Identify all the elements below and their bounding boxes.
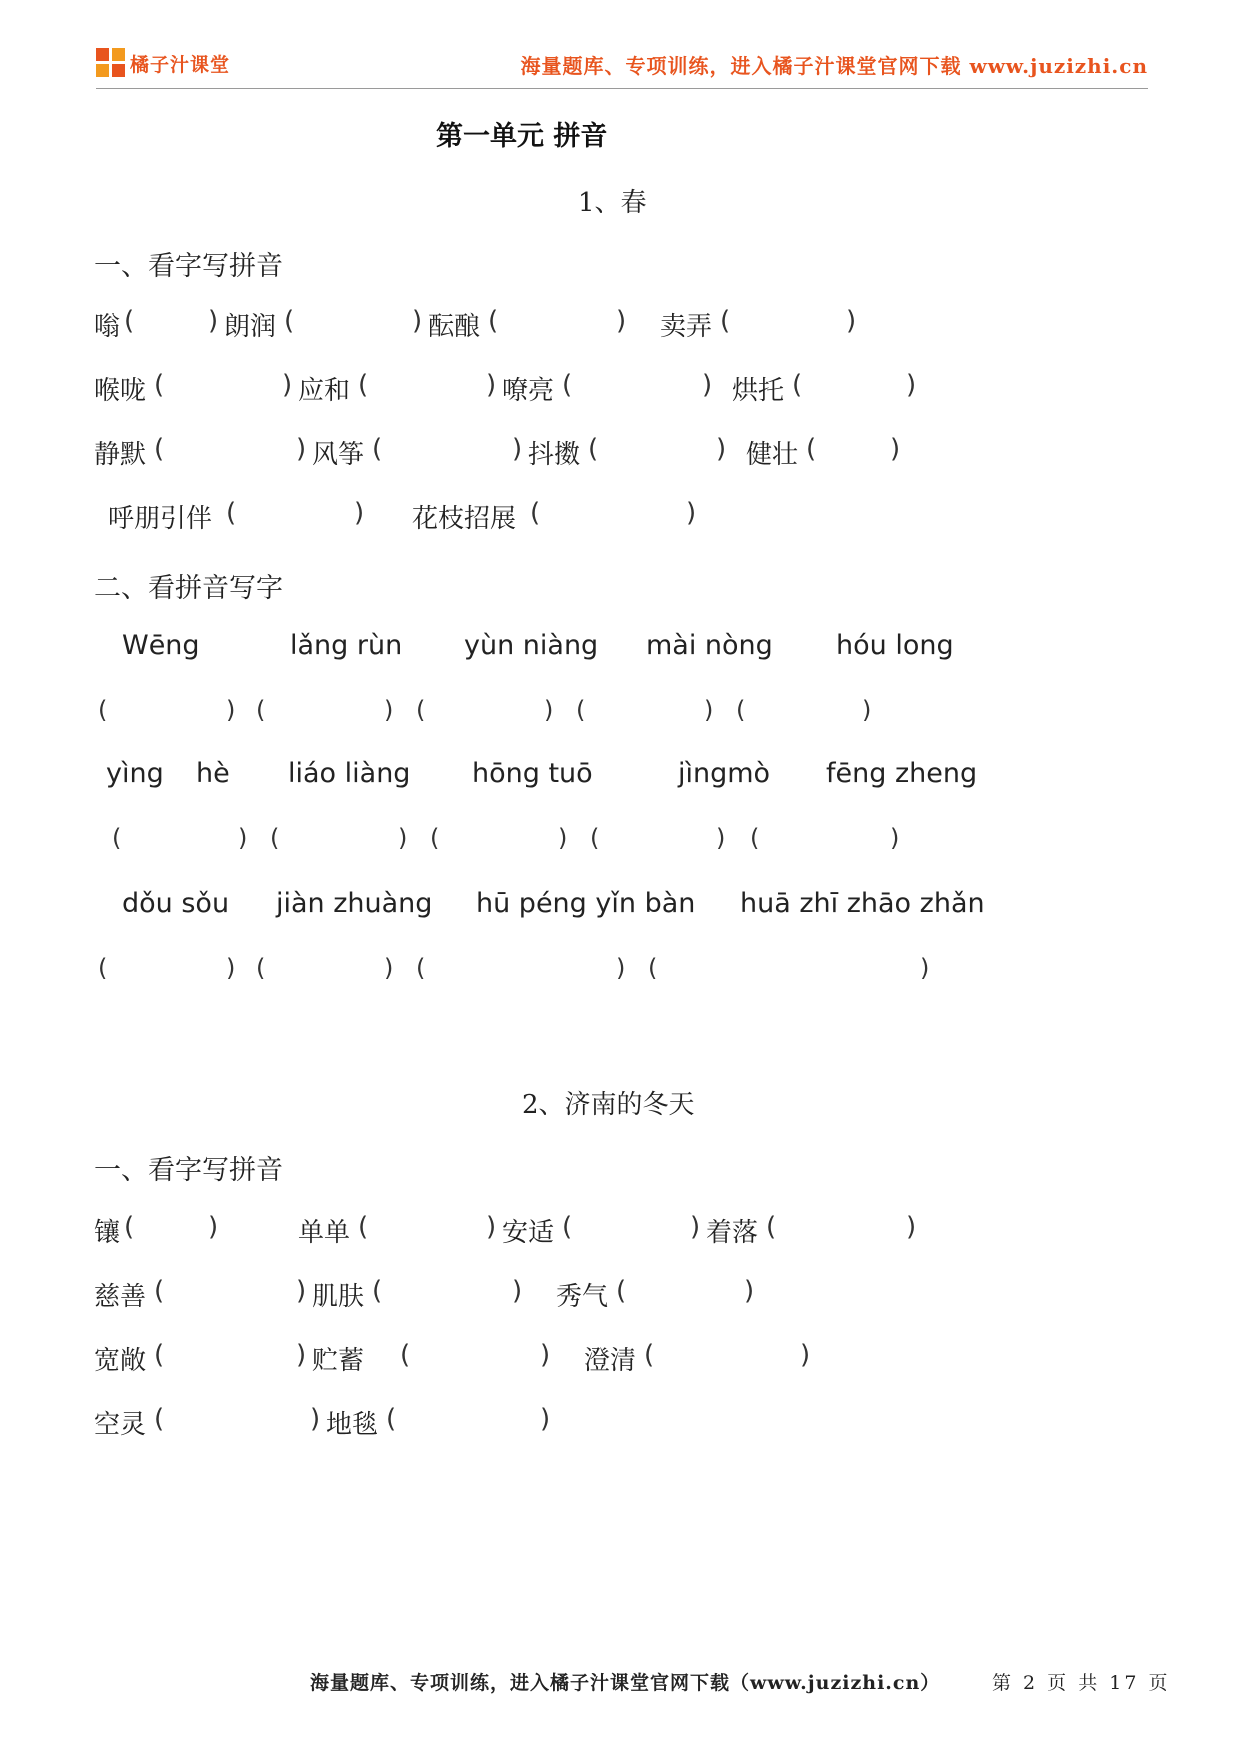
word-row: 慈善 ( ) 肌肤 ( ) 秀气 ( ): [94, 1276, 755, 1312]
pinyin-item: liáo liàng: [288, 758, 411, 789]
word-item: 宽敞: [94, 1346, 147, 1376]
word-item: 地毯: [326, 1410, 379, 1440]
pinyin-item: hóu long: [836, 630, 954, 661]
logo-text: 橘子汁课堂: [130, 53, 231, 76]
pinyin-item: lǎng rùn: [290, 630, 403, 661]
pinyin-item: hè: [196, 758, 230, 789]
word-item: 单单: [298, 1218, 351, 1248]
section-heading-kanzi-1: 一、看字写拼音: [94, 251, 283, 282]
header-slogan: 海量题库、专项训练，进入橘子汁课堂官网下载 www.juzizhi.cn: [520, 54, 1148, 78]
word-item: 酝酿: [428, 312, 481, 342]
pinyin-row: [0, 888, 1240, 928]
word-item: 嘹亮: [502, 376, 555, 406]
word-item: 嗡: [94, 312, 121, 342]
page-header: [96, 40, 1148, 89]
section-heading-kanpinyin: 二、看拼音写字: [94, 573, 283, 604]
word-item: 肌肤: [312, 1282, 365, 1312]
pinyin-item: fēng zheng: [826, 758, 978, 789]
word-item: 镶: [94, 1218, 121, 1248]
word-item: 抖擞: [528, 440, 581, 470]
word-item: 静默: [94, 440, 147, 470]
unit-title: 第一单元 拼音: [436, 121, 608, 152]
pinyin-row: [0, 758, 1240, 798]
word-item: 朗润: [224, 312, 277, 342]
word-item: 花枝招展: [412, 504, 517, 534]
word-item: 烘托: [732, 376, 785, 406]
pinyin-row: [0, 630, 1240, 670]
word-item: 着落: [706, 1218, 759, 1248]
word-item: 澄清: [584, 1346, 637, 1376]
pinyin-item: mài nòng: [646, 630, 773, 661]
word-item: 应和: [298, 376, 351, 406]
lesson-title-1: 1、春: [578, 188, 647, 218]
brand-logo: [96, 46, 230, 80]
blank-row: ( ) ( ) ( ) ( ): [98, 954, 930, 982]
pinyin-item: Wēng: [122, 630, 200, 661]
word-item: 贮蓄: [312, 1346, 365, 1376]
pinyin-item: jiàn zhuàng: [276, 888, 433, 919]
page-footer: [0, 1668, 1240, 1698]
word-item: 风筝: [312, 440, 365, 470]
word-row: 空灵 ( ) 地毯 ( ): [94, 1404, 551, 1440]
pinyin-item: jìngmò: [678, 758, 771, 789]
pinyin-item: dǒu sǒu: [122, 888, 230, 919]
word-row: 呼朋引伴 ( ) 花枝招展 ( ): [108, 498, 697, 534]
word-item: 慈善: [94, 1282, 147, 1312]
word-row: 宽敞 ( ) 贮蓄 ( ) 澄清 ( ): [94, 1340, 811, 1376]
word-item: 秀气: [556, 1282, 609, 1312]
word-row: 镶 ( ) 单单 ( ) 安适 ( ) 着落 ( ): [94, 1212, 917, 1248]
pinyin-item: hū péng yǐn bàn: [476, 888, 696, 919]
pinyin-item: yùn niàng: [464, 630, 599, 661]
word-item: 空灵: [94, 1410, 147, 1440]
word-row: 静默 ( ) 风筝 ( ) 抖擞 ( ) 健壮 ( ): [94, 434, 901, 470]
word-item: 健壮: [746, 440, 799, 470]
pinyin-item: huā zhī zhāo zhǎn: [740, 888, 985, 919]
pinyin-item: hōng tuō: [472, 758, 593, 789]
word-item: 呼朋引伴: [108, 504, 213, 534]
section-heading-kanzi-2: 一、看字写拼音: [94, 1155, 283, 1186]
word-item: 卖弄: [660, 312, 713, 342]
word-item: 安适: [502, 1218, 555, 1248]
pinyin-item: yìng: [106, 758, 164, 789]
lesson-title-2: 2、济南的冬天: [522, 1090, 695, 1120]
word-row: 喉咙 ( ) 应和 ( ) 嘹亮 ( ) 烘托 ( ): [94, 370, 917, 406]
word-row: 嗡 ( ) 朗润 ( ) 酝酿 ( ) 卖弄 ( ): [94, 306, 857, 342]
blank-row: ( ) ( ) ( ) ( ) ( ): [112, 824, 900, 852]
word-item: 喉咙: [94, 376, 147, 406]
blank-row: ( ) ( ) ( ) ( ) ( ): [98, 696, 872, 724]
footer-slogan: 海量题库、专项训练，进入橘子汁课堂官网下载（www.juzizhi.cn）: [310, 1672, 941, 1694]
logo-squares-icon: [96, 48, 126, 78]
page-number: 第 2 页 共 17 页: [992, 1672, 1171, 1694]
